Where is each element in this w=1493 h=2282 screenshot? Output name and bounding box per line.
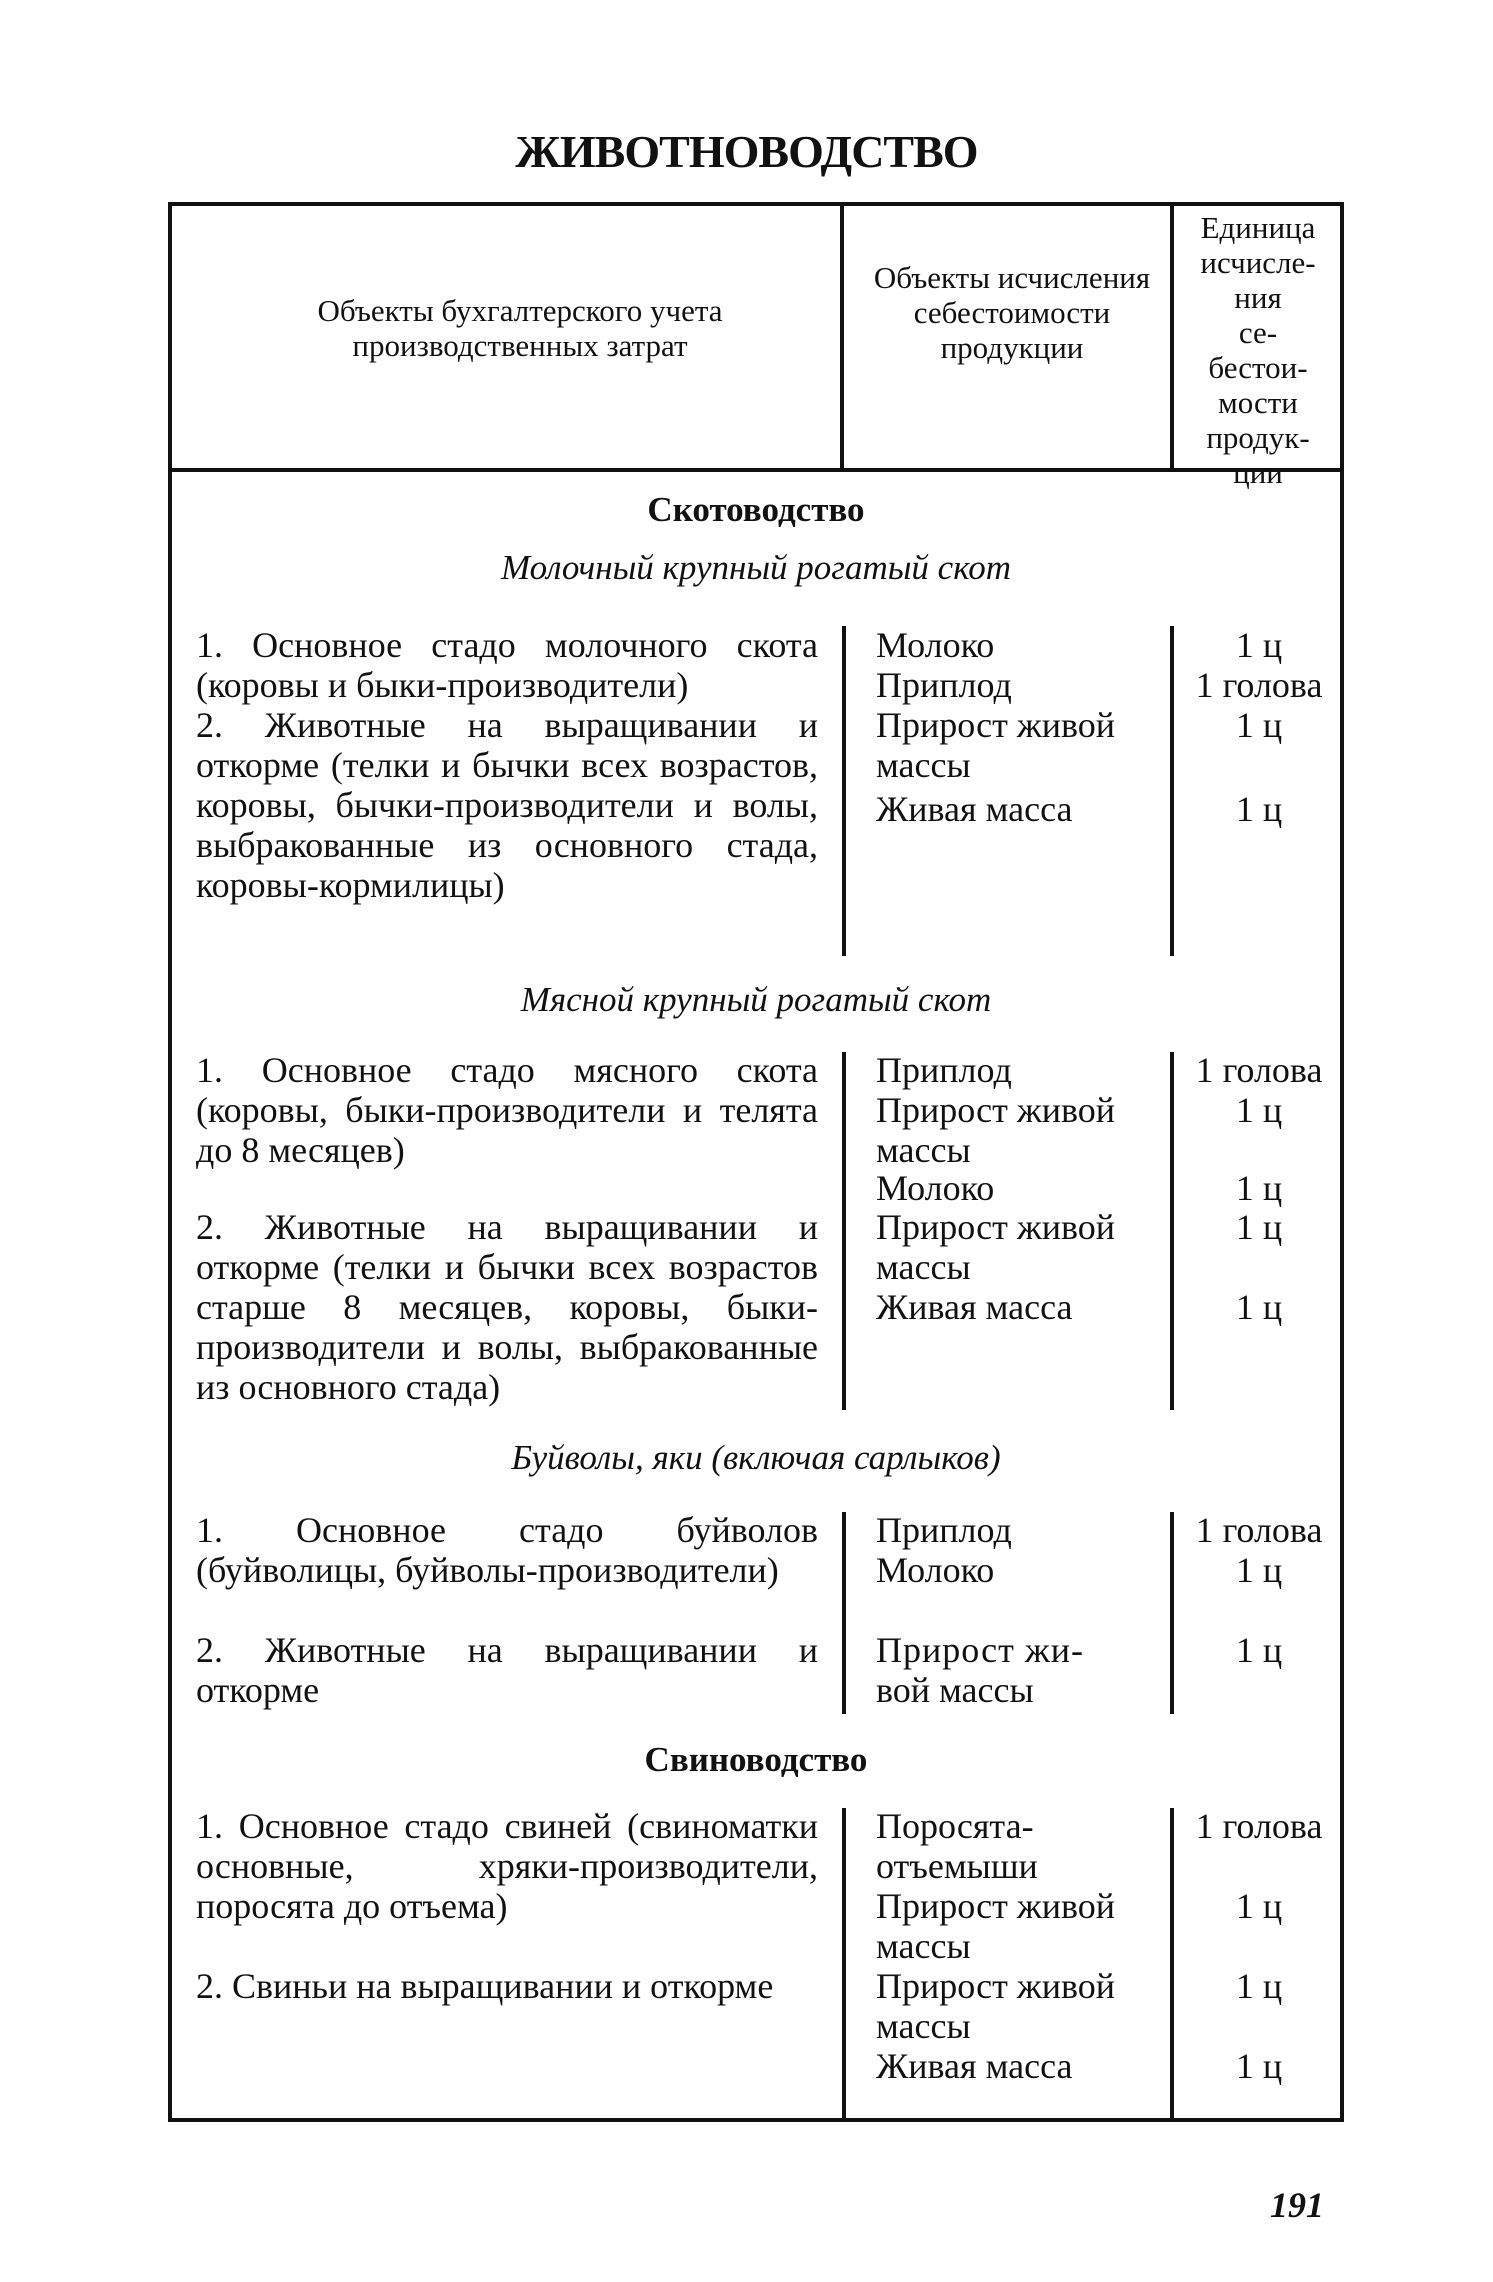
unit-item: 1 ц — [1235, 1886, 1283, 1926]
unit-item: 1 ц — [1235, 789, 1283, 829]
list-item: 2. Животные на выращивании и откорме (телки и бычки всех возрастов старше 8 месяцев, коровы, быки-производители и волы, выбракованные из основного стада) — [196, 1207, 818, 1407]
col-divider-pigs-1 — [842, 1808, 846, 2120]
list-item: 2. Свиньи на выращивании и откорме — [196, 1966, 774, 2006]
subsection-title-buffalo: Буйволы, яки (включая сарлыков) — [511, 1438, 1001, 1477]
object-item: массы — [876, 2006, 971, 2046]
object-item: Прирост живой — [876, 705, 1116, 745]
col-divider-dairy-2 — [1170, 626, 1174, 956]
object-item: Поросята- — [876, 1806, 1034, 1846]
object-item: Молоко — [876, 1550, 995, 1590]
page-title: ЖИВОТНОВОДСТВО — [515, 126, 978, 177]
object-item: массы — [876, 745, 971, 785]
unit-item: 1 голова — [1195, 665, 1323, 705]
object-item: Приплод — [876, 665, 1012, 705]
unit-item: 1 голова — [1195, 1510, 1323, 1550]
object-item: Приплод — [876, 1510, 1012, 1550]
object-item: вой массы — [876, 1670, 1034, 1710]
list-item: 1. Основное стадо буйволов (буйволицы, буйволы-производители) — [196, 1510, 818, 1590]
col-divider-beef-1 — [842, 1052, 846, 1410]
list-item: 1. Основное стадо молочного скота (коровы и быки-производители) — [196, 625, 818, 705]
col-divider-buffalo-2 — [1170, 1512, 1174, 1714]
object-item: отъемыши — [876, 1846, 1038, 1886]
unit-item: 1 голова — [1195, 1050, 1323, 1090]
unit-item: 1 ц — [1235, 705, 1283, 745]
page-number: 191 — [1270, 2185, 1324, 2225]
unit-item: 1 ц — [1235, 1168, 1283, 1208]
object-item: Живая масса — [876, 2046, 1073, 2086]
header-col-divider-2 — [1170, 202, 1174, 470]
object-item: Приплод — [876, 1050, 1012, 1090]
object-item: массы — [876, 1926, 971, 1966]
header-cost-objects: Объекты бухгалтерского учета производственных затрат — [317, 293, 723, 363]
unit-item: 1 ц — [1235, 1630, 1283, 1670]
subsection-title-dairy: Молочный крупный рогатый скот — [500, 548, 1012, 587]
object-item: массы — [876, 1130, 971, 1170]
list-item: 2. Животные на выращивании и откорме — [196, 1630, 818, 1710]
object-item: Прирост жи- — [876, 1630, 1084, 1670]
list-item: 1. Основное стадо мясного скота (коровы, быки-производители и телята до 8 месяцев) — [196, 1050, 818, 1170]
unit-item: 1 ц — [1235, 625, 1283, 665]
unit-item: 1 ц — [1235, 2046, 1283, 2086]
unit-item: 1 ц — [1235, 1550, 1283, 1590]
object-item: Молоко — [876, 1168, 995, 1208]
col-divider-beef-2 — [1170, 1052, 1174, 1410]
header-col-divider-1 — [840, 202, 844, 470]
object-item: Молоко — [876, 625, 995, 665]
unit-item: 1 ц — [1235, 1287, 1283, 1327]
section-title-pigs: Свиноводство — [644, 1740, 868, 1779]
object-item: Живая масса — [876, 1287, 1073, 1327]
list-item: 2. Животные на выращивании и откорме (телки и бычки всех возрастов, коровы, бычки-производители и волы, выбракованные из основного стада, коровы-кормилицы) — [196, 705, 818, 905]
header-calc-objects: Объекты исчисления себестоимости продукции — [873, 260, 1151, 365]
object-item: Прирост живой — [876, 1090, 1116, 1130]
unit-item: 1 ц — [1235, 1207, 1283, 1247]
header-unit: Единица исчисле- ния се- бестои- мости продук- ции — [1200, 210, 1316, 490]
object-item: массы — [876, 1247, 971, 1287]
unit-item: 1 ц — [1235, 1090, 1283, 1130]
col-divider-buffalo-1 — [842, 1512, 846, 1714]
unit-item: 1 голова — [1195, 1806, 1323, 1846]
object-item: Прирост живой — [876, 1886, 1116, 1926]
object-item: Живая масса — [876, 789, 1073, 829]
header-divider — [168, 468, 1344, 472]
section-title-cattle: Скотоводство — [647, 490, 865, 529]
col-divider-pigs-2 — [1170, 1808, 1174, 2120]
list-item: 1. Основное стадо свиней (свиноматки основные, хряки-производители, поросята до отъема) — [196, 1806, 818, 1926]
subsection-title-beef: Мясной крупный рогатый скот — [520, 980, 992, 1019]
unit-item: 1 ц — [1235, 1966, 1283, 2006]
object-item: Прирост живой — [876, 1207, 1116, 1247]
col-divider-dairy-1 — [842, 626, 846, 956]
object-item: Прирост живой — [876, 1966, 1116, 2006]
